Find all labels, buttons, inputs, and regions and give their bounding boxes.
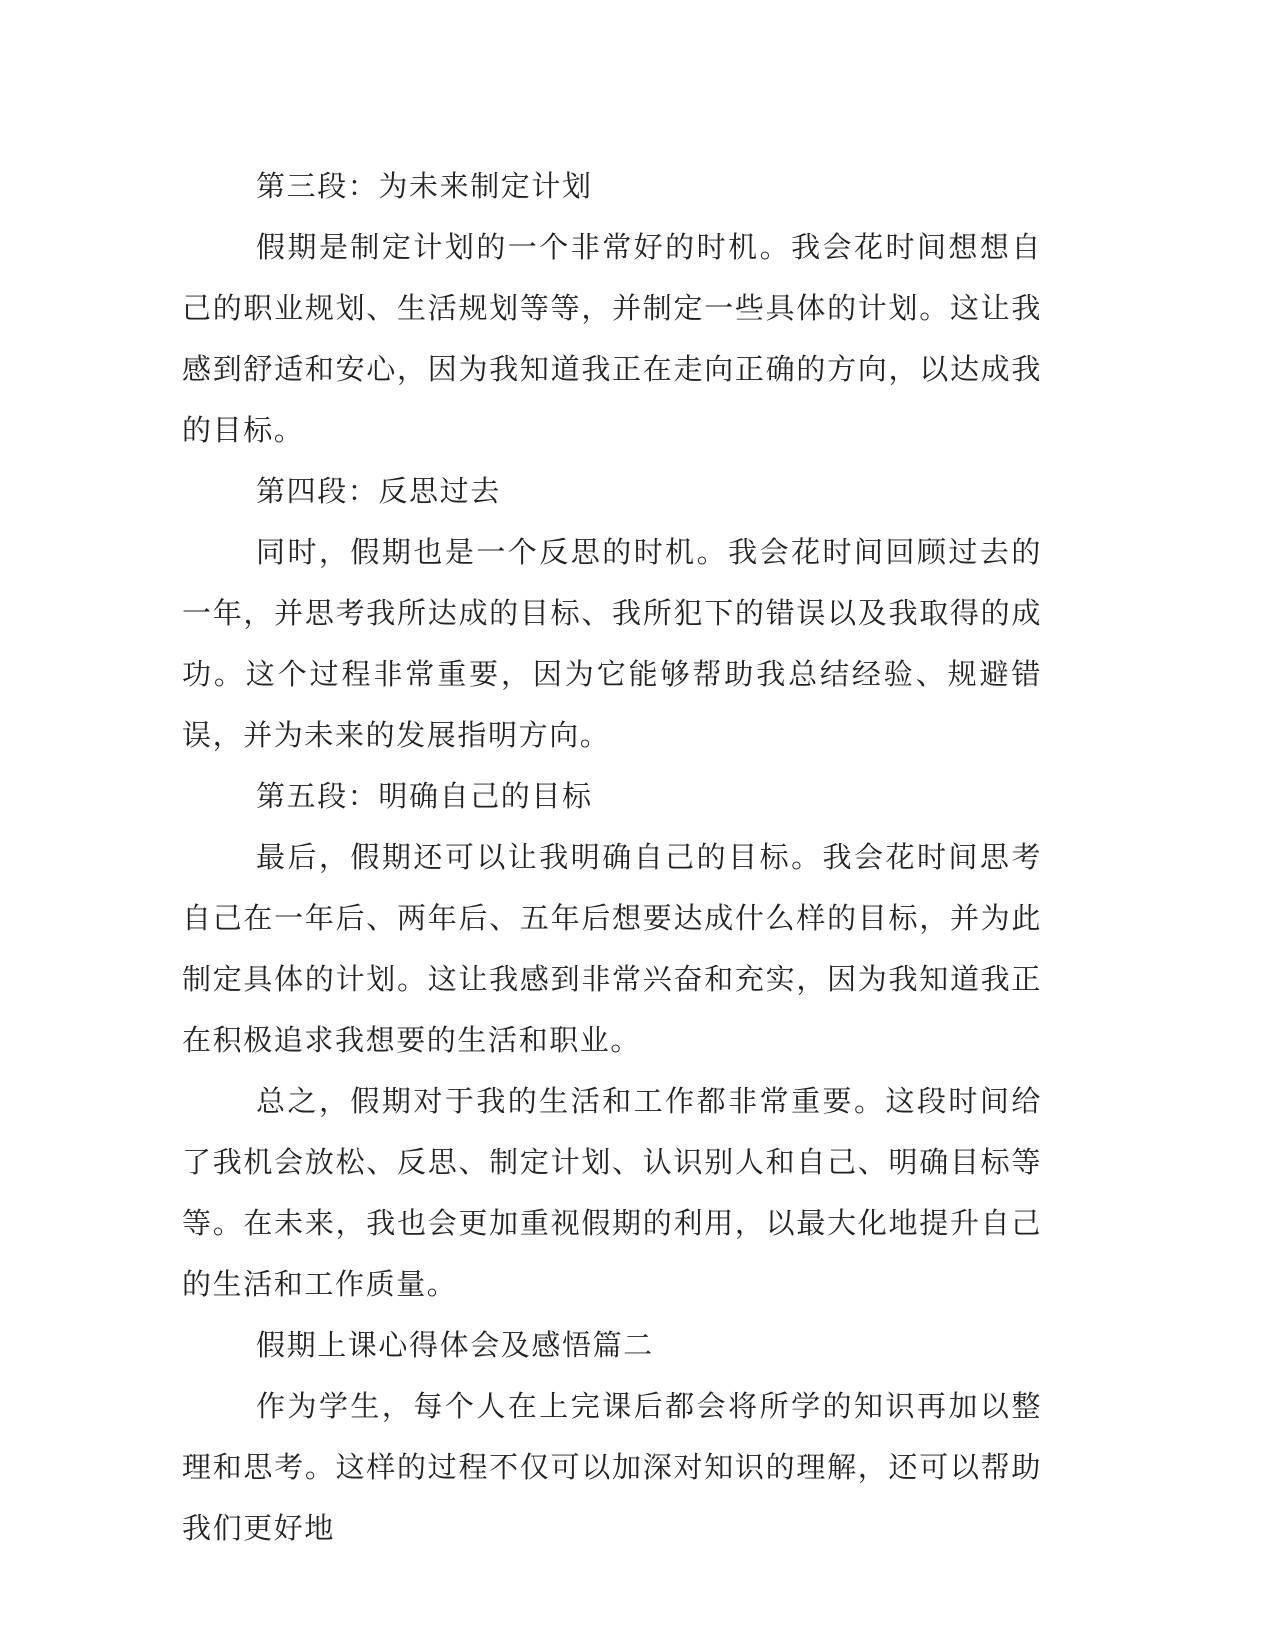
article-title-2: 假期上课心得体会及感悟篇二 bbox=[256, 1328, 654, 1362]
section-heading-4: 第四段：反思过去 bbox=[256, 474, 501, 508]
document-body bbox=[182, 156, 1042, 1559]
paragraph-summary: 总之，假期对于我的生活和工作都非常重要。这段时间给了我机会放松、反思、制定计划、认识别人和自己、明确目标等等。在未来，我也会更加重视假期的利用，以最大化地提升自己的生活和工作质量。 bbox=[182, 1084, 1042, 1301]
paragraph-goals: 最后，假期还可以让我明确自己的目标。我会花时间思考自己在一年后、两年后、五年后想要达成什么样的目标，并为此制定具体的计划。这让我感到非常兴奋和充实，因为我知道我正在积极追求我想要的生活和职业。 bbox=[182, 840, 1042, 1057]
section-heading-3: 第三段：为未来制定计划 bbox=[256, 169, 593, 203]
section-heading-5: 第五段：明确自己的目标 bbox=[256, 779, 593, 813]
paragraph-plan: 假期是制定计划的一个非常好的时机。我会花时间想想自己的职业规划、生活规划等等，并制定一些具体的计划。这让我感到舒适和安心，因为我知道我正在走向正确的方向，以达成我的目标。 bbox=[182, 230, 1042, 447]
paragraph-intro-2: 作为学生，每个人在上完课后都会将所学的知识再加以整理和思考。这样的过程不仅可以加深对知识的理解，还可以帮助我们更好地 bbox=[182, 1389, 1042, 1545]
paragraph-reflect: 同时，假期也是一个反思的时机。我会花时间回顾过去的一年，并思考我所达成的目标、我所犯下的错误以及我取得的成功。这个过程非常重要，因为它能够帮助我总结经验、规避错误，并为未来的发展指明方向。 bbox=[182, 535, 1042, 752]
